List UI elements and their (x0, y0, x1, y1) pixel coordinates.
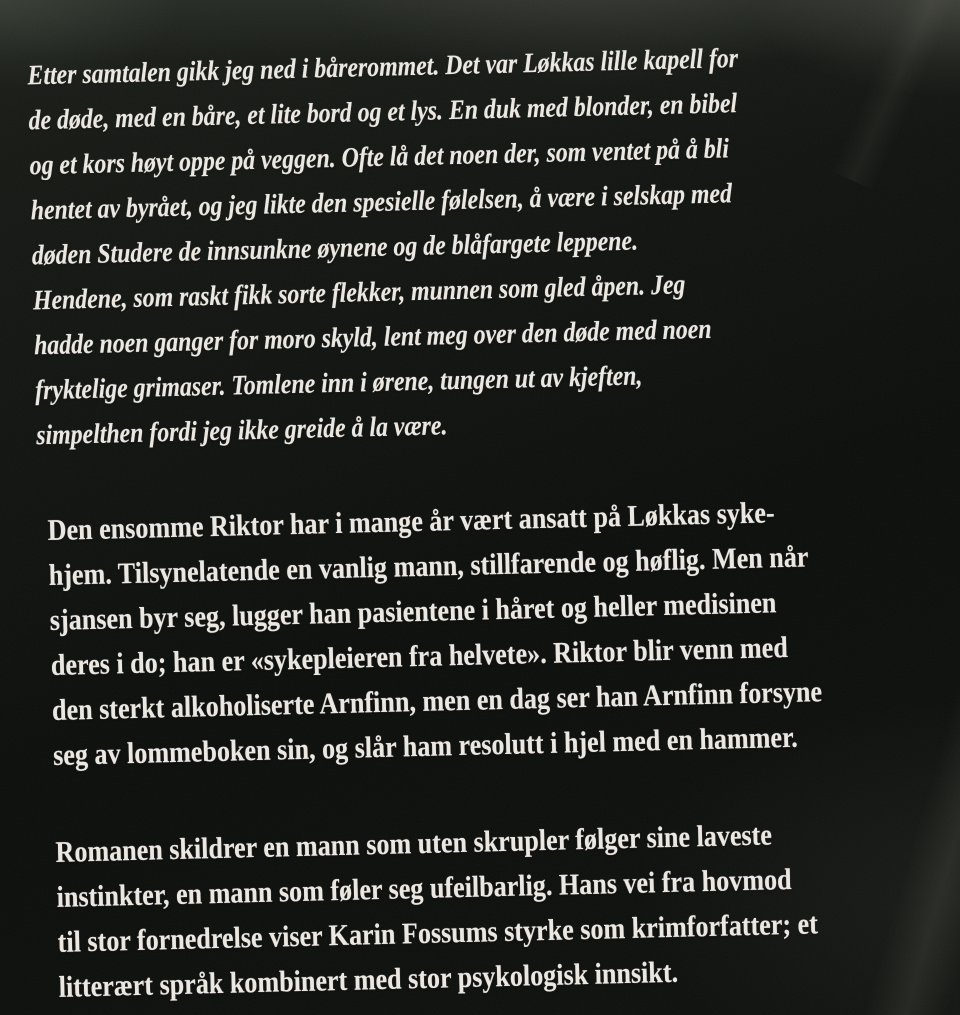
text-line: og et kors høyt oppe på veggen. Ofte lå det noen der, som ventet på å bli (29, 133, 730, 182)
text-line: deres i do; han er «sykepleieren fra helvete». Riktor blir venn med (50, 630, 789, 682)
text-line: sjansen byr seg, lugger han pasientene i håret og heller medisinen (49, 586, 777, 638)
text-line: fryktelige grimaser. Tomlene inn i ørene, tungen ut av kjeften, (34, 360, 643, 407)
text-line: de døde, med en båre, et lite bord og et lys. En duk med blonder, en bibel (28, 88, 738, 137)
paragraph-review (55, 807, 960, 1010)
text-line: seg av lommeboken sin, og slår ham resolutt i hjel med en hammer. (52, 720, 799, 772)
text-line: den sterkt alkoholiserte Arnfinn, men en dag ser han Arnfinn forsyne (51, 675, 823, 727)
text-line: Etter samtalen gikk jeg ned i bårerommet. Det var Løkkas lille kapell for (27, 43, 739, 92)
text-line: hadde noen ganger for moro skyld, lent meg over den døde med noen (33, 313, 712, 362)
text-line: Den ensomme Riktor har i mange år vært ansatt på Løkkas syke- (47, 496, 776, 548)
text-line: hentet av byrået, og jeg likte den spesielle følelsen, å være i selskap med (30, 178, 733, 227)
text-line: litterært språk kombinert med stor psykologisk innsikt. (58, 955, 679, 1004)
text-line: hjem. Tilsynelatende en vanlig mann, stillfarende og høflig. Men når (48, 540, 809, 593)
paragraph-excerpt (27, 30, 960, 458)
text-line: døden Studere de innsunkne øynene og de blåfargete leppene. (31, 225, 639, 272)
text-line: Hendene, som raskt fikk sorte flekker, munnen som gled åpen. Jeg (32, 269, 686, 317)
text-line: simpelthen fordi jeg ikke greide å la være. (35, 410, 448, 452)
paragraph-synopsis (47, 485, 960, 778)
text-line: til stor fornedrelse viser Karin Fossums styrke som krimforfatter; et (57, 907, 819, 959)
text-line: Romanen skildrer en mann som uten skrupler følger sine laveste (55, 818, 773, 869)
text-line: instinkter, en mann som føler seg ufeilbarlig. Hans vei fra hovmod (56, 862, 792, 914)
